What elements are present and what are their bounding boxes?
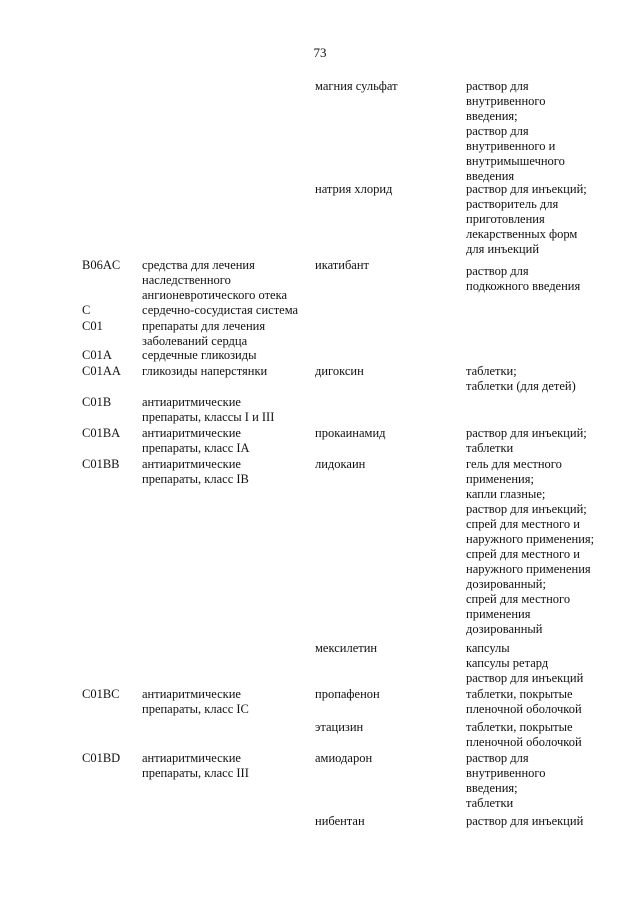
group-description: антиаритмические препараты, класс IB (142, 457, 249, 486)
drug-name: мексилетин (315, 641, 378, 655)
group-description: средства для лечения наследственного ангионевротического отека (142, 258, 288, 302)
group-description: антиаритмические препараты, класс IC (142, 687, 249, 716)
drug-name: прокаинамид (315, 426, 386, 440)
dosage-form: таблетки, покрытые пленочной оболочкой (466, 687, 582, 716)
drug-name: дигоксин (315, 364, 364, 378)
atc-code: C01BD (82, 751, 121, 765)
dosage-form: раствор для инъекций; растворитель для приготовления лекарственных форм для инъекций (466, 182, 587, 256)
drug-name: натрия хлорид (315, 182, 393, 196)
atc-code: C01 (82, 319, 103, 333)
dosage-form: раствор для внутривенного введения; раствор для внутривенного и внутримышечного введения (466, 79, 565, 183)
dosage-form: таблетки, покрытые пленочной оболочкой (466, 720, 582, 749)
dosage-form: раствор для инъекций; таблетки (466, 426, 587, 455)
dosage-form: гель для местного применения; капли глазные; раствор для инъекций; спрей для местного и наружного применения; спрей для местного и наружного применения дозированный; спрей для местного применения дозированный (466, 457, 595, 636)
drug-name: лидокаин (315, 457, 366, 471)
drug-name: магния сульфат (315, 79, 398, 93)
group-description: препараты для лечения заболеваний сердца (142, 319, 266, 348)
atc-code: C01BA (82, 426, 121, 440)
drug-name: икатибант (315, 258, 370, 272)
group-description: сердечно-сосудистая система (142, 303, 299, 317)
group-description: сердечные гликозиды (142, 348, 257, 362)
dosage-form: капсулы капсулы ретард раствор для инъекций (466, 641, 584, 685)
atc-code: B06AC (82, 258, 121, 272)
atc-code: C01A (82, 348, 112, 362)
group-description: антиаритмические препараты, классы I и III (142, 395, 275, 424)
atc-code: C01AA (82, 364, 121, 378)
page-number: 73 (313, 45, 327, 60)
atc-code: C01B (82, 395, 112, 409)
atc-code: C01BC (82, 687, 120, 701)
dosage-form: раствор для подкожного введения (466, 264, 581, 293)
drug-name: этацизин (315, 720, 364, 734)
dosage-form: раствор для внутривенного введения; таблетки (466, 751, 546, 810)
group-description: гликозиды наперстянки (142, 364, 268, 378)
atc-code: C (82, 303, 91, 317)
dosage-form: таблетки; таблетки (для детей) (466, 364, 576, 393)
drug-name: пропафенон (315, 687, 380, 701)
group-description: антиаритмические препараты, класс III (142, 751, 249, 780)
drug-name: амиодарон (315, 751, 373, 765)
group-description: антиаритмические препараты, класс IA (142, 426, 250, 455)
dosage-form: раствор для инъекций (466, 814, 584, 828)
drug-name: нибентан (315, 814, 365, 828)
atc-code: C01BB (82, 457, 120, 471)
